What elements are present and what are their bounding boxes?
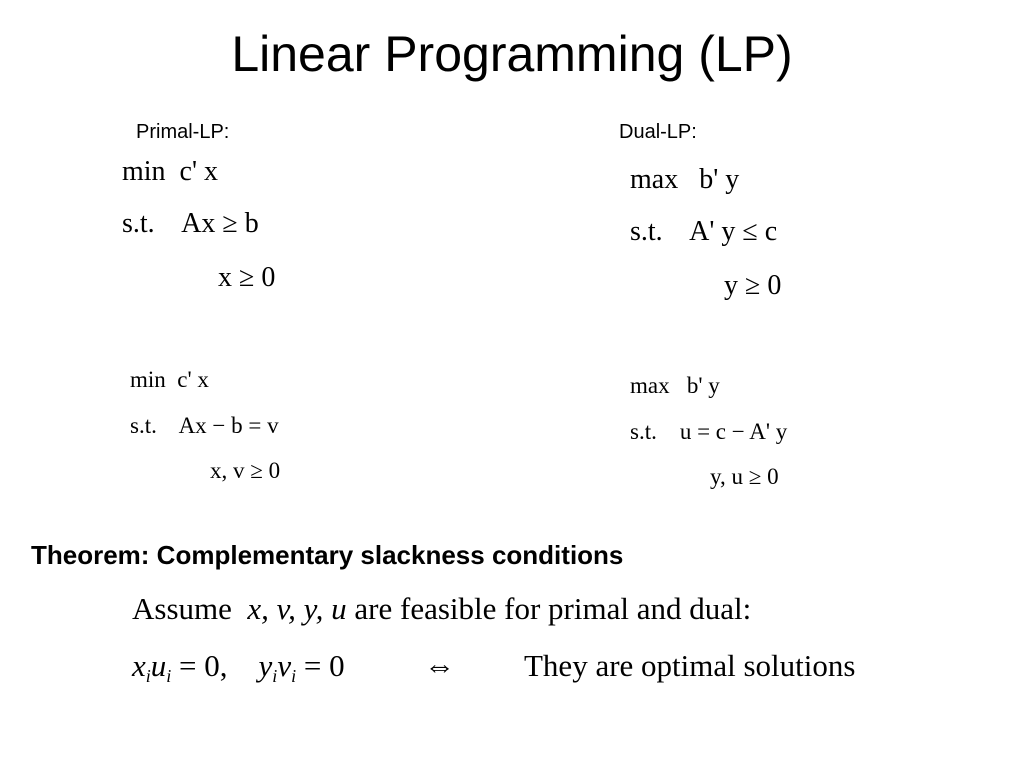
- dual-nonnegativity: y ≥ 0: [724, 270, 782, 301]
- assume-suffix: are feasible for primal and dual:: [354, 591, 752, 626]
- dual-objective: max b' y: [630, 164, 740, 195]
- primal-label: Primal-LP:: [136, 121, 230, 143]
- dual-std-nonnegativity: y, u ≥ 0: [710, 464, 779, 489]
- slide-title: Linear Programming (LP): [231, 26, 793, 82]
- theorem-heading: Theorem: Complementary slackness conditions: [31, 540, 624, 570]
- assume-prefix: Assume: [132, 591, 232, 626]
- iff-symbol: ⇔: [424, 648, 455, 683]
- primal-std-constraint: s.t. Ax − b = v: [130, 413, 279, 438]
- dual-label: Dual-LP:: [619, 121, 697, 143]
- dual-std-constraint: s.t. u = c − A' y: [630, 419, 788, 444]
- assume-variables: x, v, y, u: [247, 591, 347, 626]
- primal-nonnegativity: x ≥ 0: [218, 262, 276, 293]
- complementary-slackness-formula: $x_iu_i = 0$, $y_iv_i = 0$: [132, 648, 345, 686]
- dual-std-objective: max b' y: [630, 373, 720, 398]
- primal-std-nonnegativity: x, v ≥ 0: [210, 458, 281, 483]
- conclusion: They are optimal solutions: [524, 648, 856, 683]
- assume-line: [132, 590, 751, 628]
- primal-std-objective: min c' x: [130, 367, 209, 392]
- dual-constraint: s.t. A' y ≤ c: [630, 216, 778, 247]
- primal-constraint: s.t. Ax ≥ b: [122, 208, 259, 239]
- primal-objective: min c' x: [122, 156, 219, 187]
